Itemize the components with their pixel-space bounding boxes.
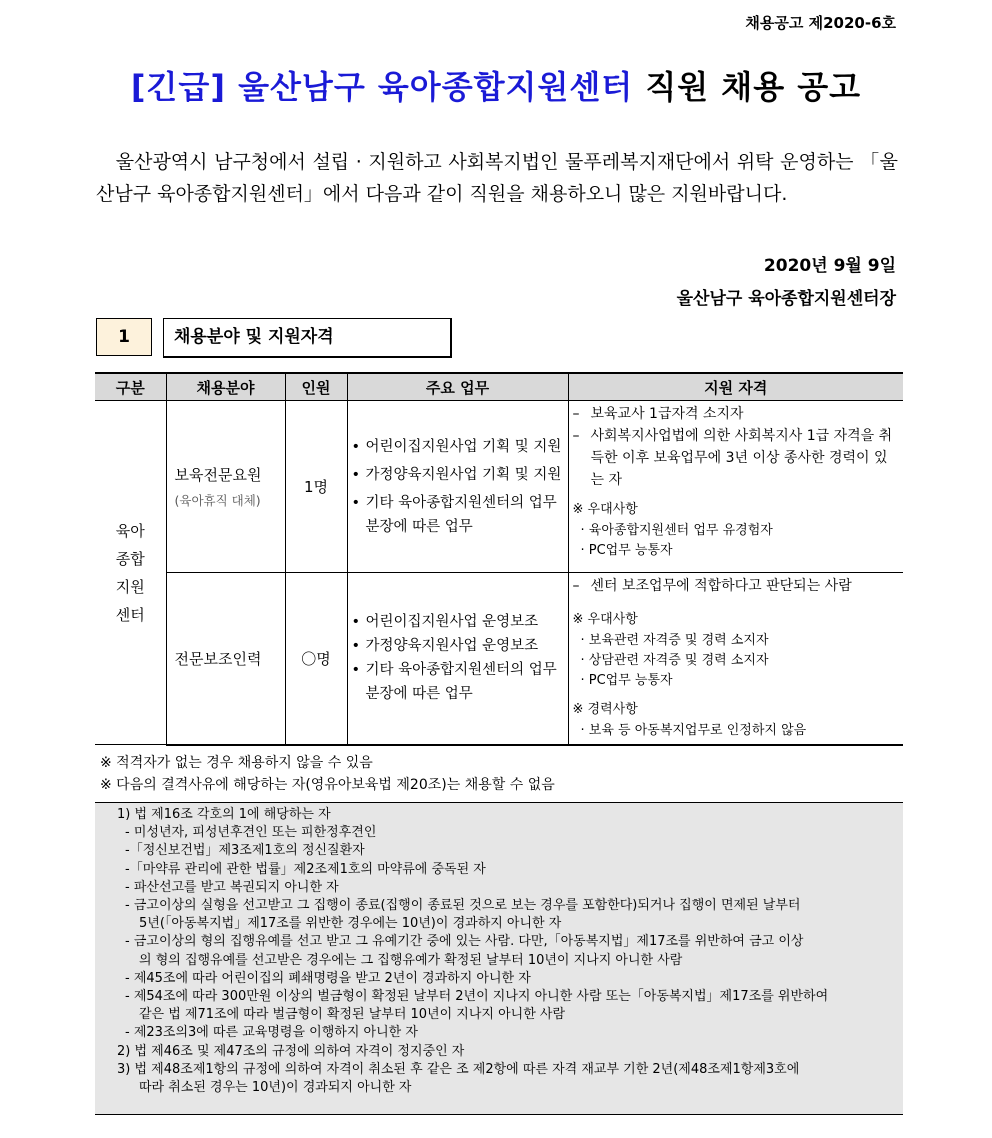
- notice-date: 2020년 9월 9일: [763, 256, 896, 276]
- title-main: 직원 채용 공고: [645, 68, 862, 106]
- list-item: · 상담관련 자격증 및 경력 소지자: [580, 653, 769, 668]
- header-qualifications: 지원 자격: [568, 373, 903, 401]
- duties-cell: [347, 401, 568, 573]
- list-item: - 금고이상의 형의 집행유예를 선고 받고 그 유예기간 중에 있는 사람. 다만,「아동복지법」제17조를 위반하여 금고 이상: [125, 934, 804, 950]
- disqualification-box: [95, 802, 903, 1115]
- list-item: – 보육교사 1급자격 소지자: [572, 406, 744, 422]
- intro-text: 울산광역시 남구청에서 설립 · 지원하고 사회복지법인 물푸레복지재단에서 위탁 운영하는 「울산남구 육아종합지원센터」에서 다음과 같이 직원을 채용하오니 많은 지원바랍니다.: [96, 151, 898, 205]
- list-item: - 제54조에 따라 300만원 이상의 벌금형이 확정된 날부터 2년이 지나지 아니한 사람 또는「아동복지법」제17조를 위반하여: [125, 989, 829, 1005]
- list-item: 따라 취소된 경우는 10년)이 경과되지 아니한 자: [139, 1080, 412, 1096]
- count-cell: 〇명: [285, 573, 347, 745]
- career-title: ※ 경력사항: [572, 702, 638, 717]
- list-item: • 어린이집지원사업 기획 및 지원: [351, 438, 562, 455]
- qualifications-cell: [568, 401, 903, 573]
- category-cell: 육아 종합 지원 센터: [95, 401, 166, 745]
- list-item: -「마약류 관리에 관한 법률」제2조제1호의 마약류에 중독된 자: [125, 861, 486, 877]
- qualifications-cell: [568, 573, 903, 745]
- header-field: 채용분야: [166, 373, 285, 401]
- list-item: - 미성년자, 피성년후견인 또는 피한정후견인: [125, 825, 377, 841]
- list-item: 5년(「아동복지법」제17조를 위반한 경우에는 10년)이 경과하지 아니한 자: [139, 916, 562, 932]
- list-item: 3) 법 제48조제1항의 규정에 의하여 자격이 취소된 후 같은 조 제2항에 따른 자격 재교부 기한 2년(제48조제1항제3호에: [117, 1061, 800, 1077]
- list-item: - 제45조에 따라 어린이집의 폐쇄명령을 받고 2년이 경과하지 아니한 자: [125, 970, 531, 986]
- list-item: 1) 법 제16조 각호의 1에 해당하는 자: [117, 807, 331, 822]
- recruitment-table: [95, 372, 903, 746]
- list-item: · 보육 등 아동복지업무로 인정하지 않음: [580, 723, 807, 738]
- intro-paragraph: [96, 146, 898, 210]
- list-item: • 가정양육지원사업 운영보조: [351, 638, 539, 655]
- list-item: • 가정양육지원사업 기획 및 지원: [351, 466, 562, 483]
- list-item: 2) 법 제46조 및 제47조의 규정에 의하여 자격이 정지중인 자: [117, 1043, 465, 1059]
- header-count: 인원: [285, 373, 347, 401]
- preference-title: ※ 우대사항: [572, 612, 638, 627]
- list-item: • 기타 육아종합지원센터의 업무분장에 따른 업무: [351, 494, 557, 535]
- header-category: 구분: [95, 373, 166, 401]
- issuer: 울산남구 육아종합지원센터장: [676, 289, 896, 309]
- list-item: – 센터 보조업무에 적합하다고 판단되는 사람: [572, 578, 852, 594]
- list-item: · 육아종합지원센터 업무 유경험자: [580, 523, 773, 538]
- list-item: - 파산선고를 받고 복권되지 아니한 자: [125, 879, 339, 895]
- section-title: 채용분야 및 지원자격: [163, 318, 452, 358]
- table-row: [95, 573, 903, 745]
- list-item: • 어린이집지원사업 운영보조: [351, 614, 539, 631]
- list-item: -「정신보건법」제3조제1호의 정신질환자: [125, 843, 365, 859]
- list-item: · PC업무 능통자: [580, 673, 673, 688]
- list-item: – 사회복지사업법에 의한 사회복지사 1급 자격을 취득한 이후 보육업무에 3년 이상 종사한 경력이 있는 자: [572, 428, 893, 488]
- page-title: [0, 62, 992, 108]
- field-name: 전문보조인력: [174, 649, 262, 668]
- field-name: 보육전문요원: [174, 466, 262, 484]
- duties-cell: [347, 573, 568, 745]
- list-item: · 보육관련 자격증 및 경력 소지자: [580, 633, 769, 648]
- count-cell: 1명: [285, 401, 347, 573]
- field-note: (육아휴직 대체): [174, 493, 261, 508]
- list-item: · PC업무 능통자: [580, 543, 673, 558]
- list-item: 같은 법 제71조에 따라 벌금형이 확정된 날부터 10년이 지나지 아니한 사람: [139, 1007, 566, 1023]
- preference-title: ※ 우대사항: [572, 502, 638, 517]
- notice-number: 채용공고 제2020-6호: [745, 14, 896, 32]
- field-cell: [166, 573, 285, 745]
- table-header-row: [95, 373, 903, 401]
- section-number: 1: [96, 318, 152, 356]
- notes: [100, 752, 555, 796]
- list-item: - 금고이상의 실형을 선고받고 그 집행이 종료(집행이 종료된 것으로 보는 경우를 포함한다)되거나 집행이 면제된 날부터: [125, 898, 801, 914]
- title-highlight: [긴급] 울산남구 육아종합지원센터: [130, 68, 634, 106]
- list-item: - 제23조의3에 따른 교육명령을 이행하지 아니한 자: [125, 1025, 418, 1041]
- list-item: • 기타 육아종합지원센터의 업무 분장에 따른 업무: [351, 662, 557, 703]
- table-row: [95, 401, 903, 573]
- header-duties: 주요 업무: [347, 373, 568, 401]
- field-cell: [166, 401, 285, 573]
- note-item: ※ 다음의 결격사유에 해당하는 자(영유아보육법 제20조)는 채용할 수 없음: [100, 777, 555, 793]
- list-item: 의 형의 집행유예를 선고받은 경우에는 그 집행유예가 확정된 날부터 10년이 지나지 아니한 사람: [139, 952, 683, 968]
- note-item: ※ 적격자가 없는 경우 채용하지 않을 수 있음: [100, 755, 373, 771]
